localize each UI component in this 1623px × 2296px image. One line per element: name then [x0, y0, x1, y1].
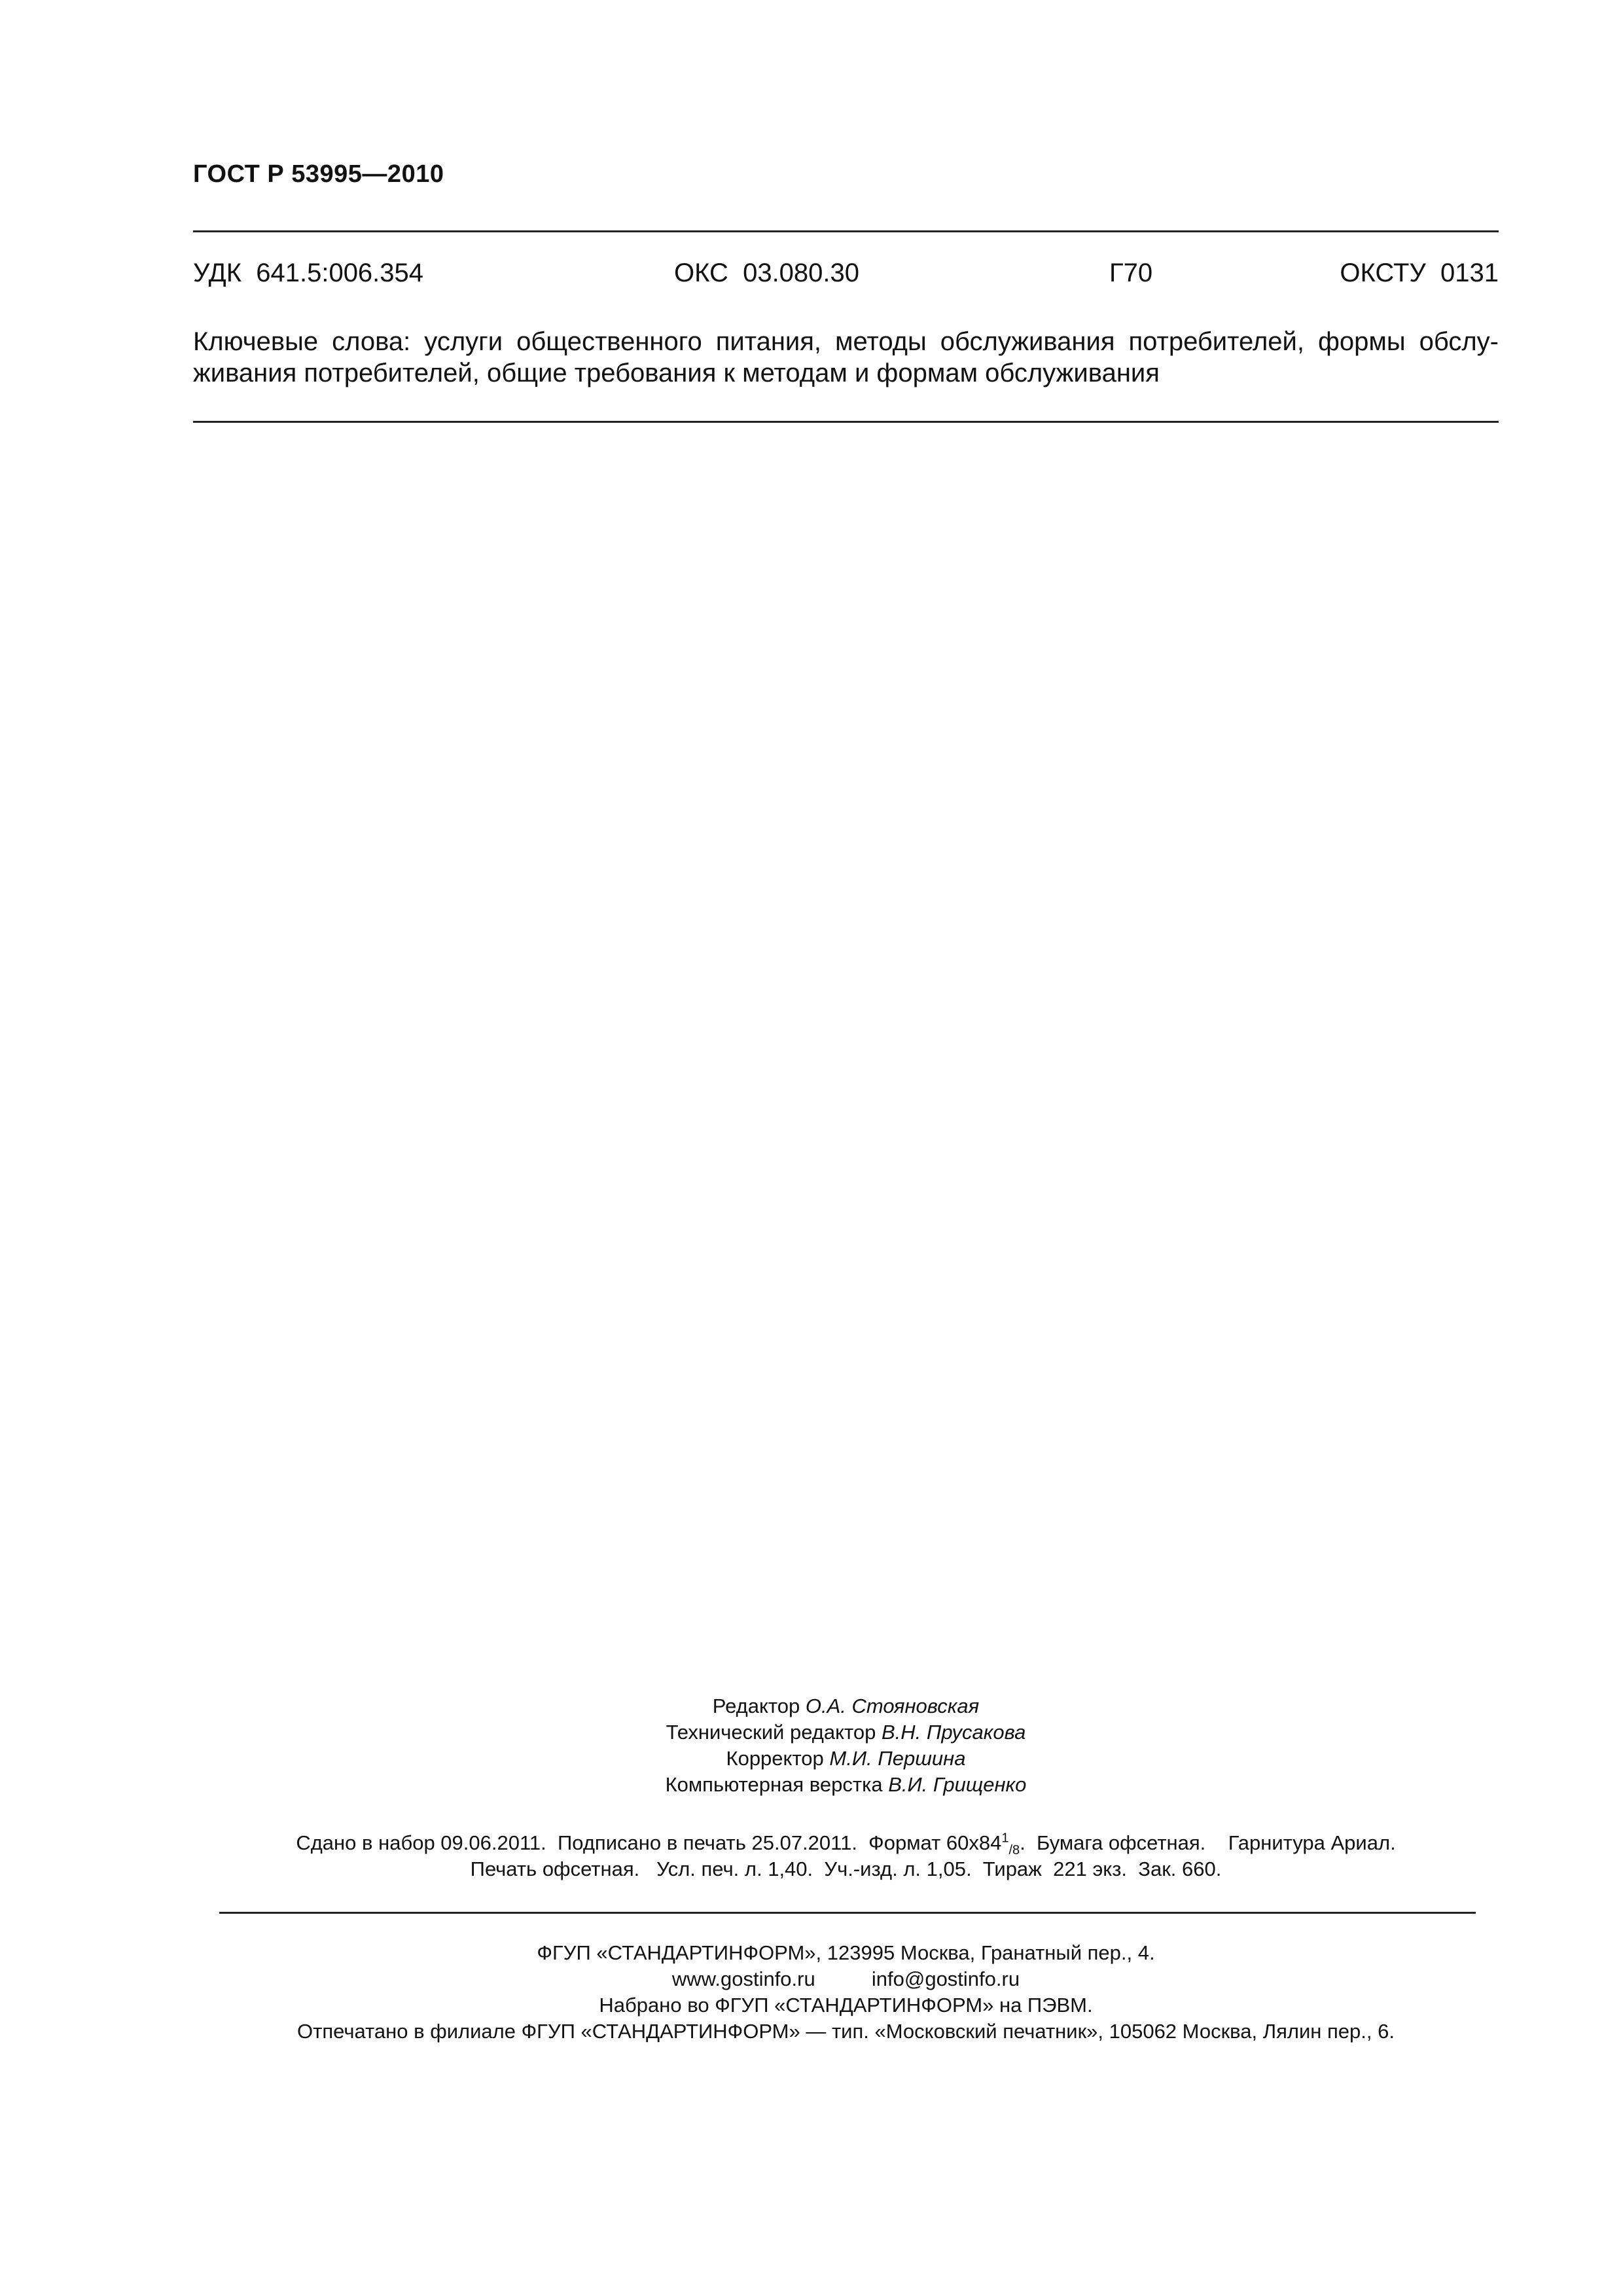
editor-role: Редактор [712, 1695, 800, 1717]
standard-id: ГОСТ Р 53995—2010 [193, 160, 444, 188]
print-info-line-1-start: Сдано в набор 09.06.2011. Подписано в печать 25.07.2011. Формат 60х84 [296, 1831, 1002, 1854]
print-info-line-2: Печать офсетная. Усл. печ. л. 1,40. Уч.-изд. л. 1,05. Тираж 221 экз. Зак. 660. [470, 1857, 1222, 1880]
udk-code: УДК 641.5:006.354 [193, 259, 424, 287]
corrector-name: М.И. Першина [829, 1747, 966, 1770]
oks-code: ОКС 03.080.30 [674, 259, 860, 287]
keywords-block [193, 326, 1499, 389]
publisher-block [193, 1940, 1499, 2045]
credits-block [193, 1693, 1499, 1798]
print-info-line-1 [193, 1830, 1499, 1856]
publisher-printed: Отпечатано в филиале ФГУП «СТАНДАРТИНФОРМ» — тип. «Московский печатник», 105062 Москва, Лялин пер., 6. [297, 2020, 1395, 2043]
layout-credit [193, 1772, 1499, 1798]
middle-divider [193, 421, 1499, 423]
layout-name: В.И. Грищенко [888, 1773, 1027, 1796]
publisher-contacts [193, 1966, 1499, 1992]
publisher-typeset: Набрано во ФГУП «СТАНДАРТИНФОРМ» на ПЭВМ. [599, 1994, 1093, 2017]
tech-editor-credit [193, 1719, 1499, 1746]
top-divider [193, 230, 1499, 232]
layout-role: Компьютерная верстка [665, 1773, 883, 1796]
okstu-code: ОКСТУ 0131 [1340, 259, 1499, 287]
publisher-website: www.gostinfo.ru [671, 1967, 815, 1990]
publisher-email: info@gostinfo.ru [871, 1967, 1020, 1990]
keywords-line-2: живания потребителей, общие требования к методам и формам обслуживания [193, 359, 1160, 387]
tech-editor-name: В.Н. Прусакова [881, 1721, 1026, 1744]
keywords-line-1: Ключевые слова: услуги общественного питания, методы обслуживания потребителей, формы обслу- [193, 327, 1499, 356]
print-info-block [193, 1830, 1499, 1882]
print-info-line-1-end: . Бумага офсетная. Гарнитура Ариал. [1020, 1831, 1396, 1854]
editor-credit [193, 1693, 1499, 1719]
group-code: Г70 [1109, 259, 1153, 287]
bottom-divider [219, 1912, 1476, 1914]
corrector-role: Корректор [726, 1747, 824, 1770]
editor-name: О.А. Стояновская [805, 1695, 980, 1717]
tech-editor-role: Технический редактор [666, 1721, 876, 1744]
corrector-credit [193, 1746, 1499, 1772]
publisher-address: ФГУП «СТАНДАРТИНФОРМ», 123995 Москва, Гранатный пер., 4. [537, 1941, 1155, 1964]
classification-row [193, 259, 1499, 291]
format-superscript: 1 [1001, 1831, 1009, 1846]
format-subscript: /8 [1008, 1843, 1020, 1858]
